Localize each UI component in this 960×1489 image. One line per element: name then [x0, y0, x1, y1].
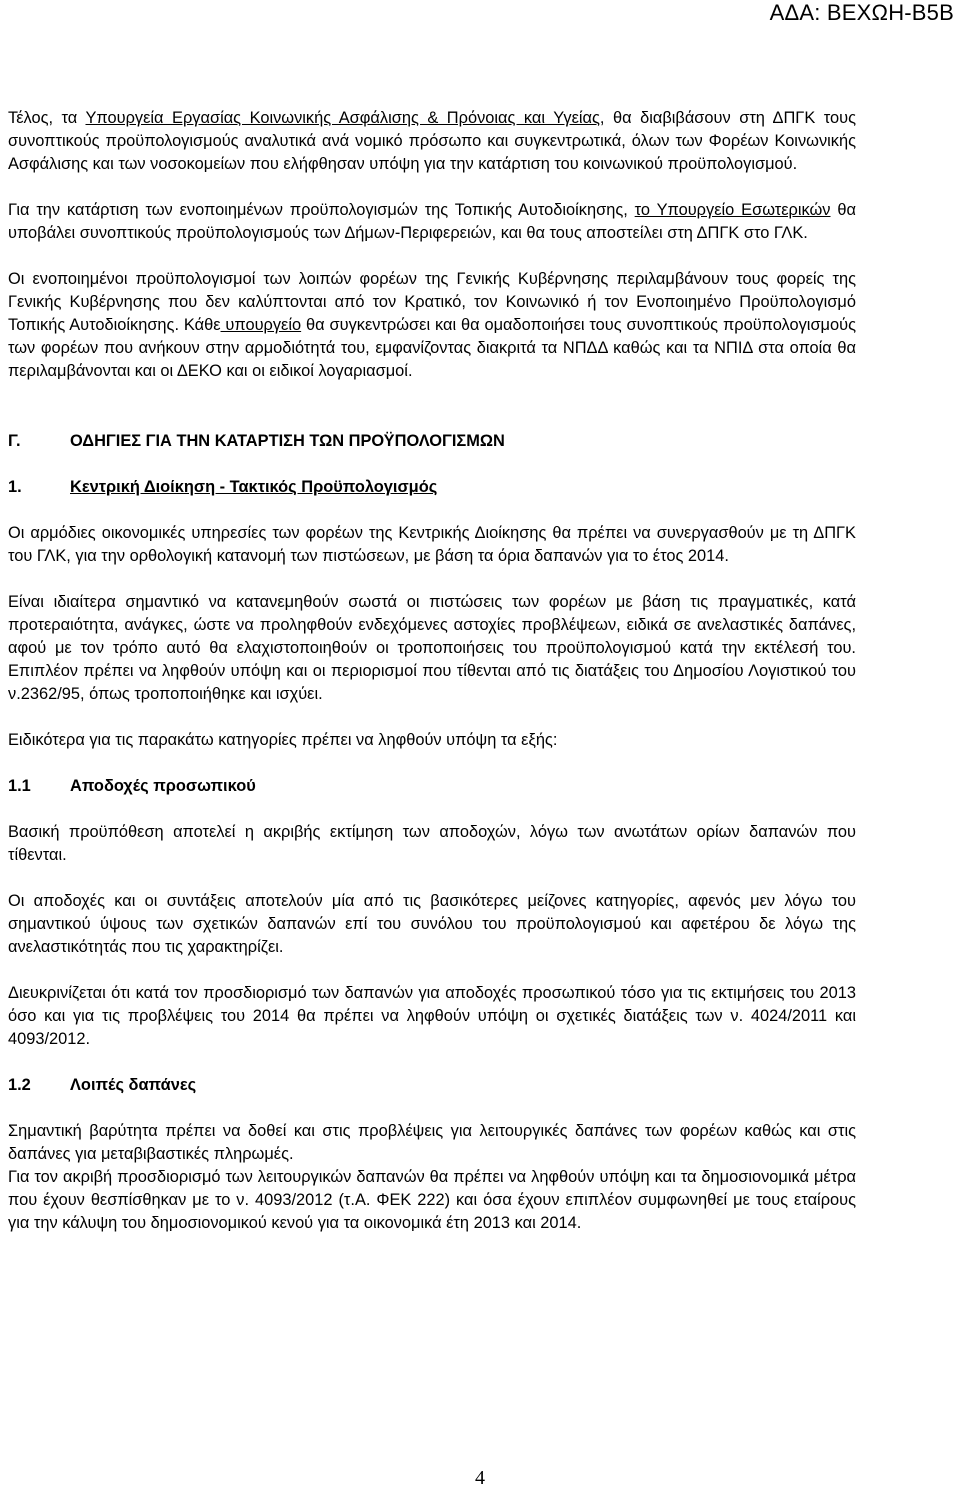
section-number: Γ.	[8, 432, 21, 450]
paragraph-text: Για την κατάρτιση των ενοποιημένων προϋπολογισμών της Τοπικής Αυτοδιοίκησης,	[8, 201, 635, 219]
paragraph-clarification: Διευκρινίζεται ότι κατά τον προσδιορισμό των δαπανών για αποδοχές προσωπικού τόσο για τις εκτιμήσεις του 2013 όσο και για τις προβλέψεις του 2014 θα πρέπει να ληφθούν υπόψη οι σχετικές διατάξεις των ν. 4024/2011 και 4093/2012.	[8, 984, 856, 1048]
paragraph-general-government	[8, 268, 856, 383]
section-heading-1	[8, 476, 856, 499]
page-number: 4	[475, 1467, 485, 1489]
paragraph-text: Οι ενοποιημένοι προϋπολογισμοί των λοιπών φορέων της Γενικής Κυβέρνησης περιλαμβάνουν τους φορείς της Γενικής Κυβέρνησης που δεν καλύπτονται από τον Κρατικό, τον Κοινωνικό ή τον Ενοποιημένο Προϋπολογισμό Τοπικής Αυτοδιοίκησης. Κάθε	[8, 270, 856, 334]
paragraph-salaries-pensions: Οι αποδοχές και οι συντάξεις αποτελούν μία από τις βασικότερες μείζονες κατηγορίες, αφενός μεν λόγω του σημαντικού ύψους των σχετικών δαπανών επί του συνόλου του προϋπολογισμού και αφετέρου δε λόγω της ανελαστικότητάς που τις χαρακτηρίζει.	[8, 892, 856, 956]
paragraph-text: θα συγκεντρώσει και θα ομαδοποιήσει τους συνοπτικούς προϋπολογισμούς των φορέων που ανήκουν στην αρμοδιότητά του, εμφανίζοντας διακριτά τα ΝΠΔΔ καθώς και τα ΝΠΙΔ στα οποία θα περιλαμβάνονται και οι ΔΕΚΟ και οι ειδικοί λογαριασμοί.	[8, 316, 856, 380]
section-heading-1-1	[8, 775, 856, 798]
paragraph-text: , θα διαβιβάσουν στη ΔΠΓΚ τους συνοπτικούς προϋπολογισμούς αναλυτικά ανά νομικό πρόσωπο και συγκεντρωτικά, όλων των Φορέων Κοινωνικής Ασφάλισης και των νοσοκομείων που ελήφθησαν υπόψη για την κατάρτιση του κοινωνικού προϋπολογισμού.	[8, 109, 856, 173]
section-number: 1.	[8, 478, 22, 496]
ada-code: ΑΔΑ: ΒΕΧΩΗ-Β5Β	[769, 0, 954, 25]
paragraph-salary-estimate: Βασική προϋπόθεση αποτελεί η ακριβής εκτίμηση των αποδοχών, λόγω των ανωτάτων ορίων δαπανών που τίθενται.	[8, 823, 856, 864]
paragraph-local-government	[8, 199, 856, 245]
paragraph-text: θα υποβάλει συνοπτικούς προϋπολογισμούς των Δήμων-Περιφερειών, και θα τους αποστείλει στη ΔΠΓΚ στο ΓΛΚ.	[8, 201, 856, 242]
section-title: Λοιπές δαπάνες	[70, 1076, 197, 1094]
section-number: 1.1	[8, 777, 31, 795]
paragraph-text: Τέλος, τα	[8, 109, 86, 127]
section-title: Κεντρική Διοίκηση - Τακτικός Προϋπολογισμός	[70, 478, 438, 496]
underlined-ministry: υπουργείο	[220, 316, 302, 334]
section-heading-1-2	[8, 1074, 856, 1097]
section-number: 1.2	[8, 1076, 31, 1094]
document-body	[8, 107, 856, 1235]
section-heading-g	[8, 430, 856, 453]
paragraph-central-admin: Οι αρμόδιες οικονομικές υπηρεσίες των φορέων της Κεντρικής Διοίκησης θα πρέπει να συνεργασθούν με τη ΔΠΓΚ του ΓΛΚ, για την ορθολογική κατανομή των πιστώσεων, με βάση τα όρια δαπανών για το έτος 2014.	[8, 524, 856, 565]
underlined-ministries: Υπουργεία Εργασίας Κοινωνικής Ασφάλισης & Πρόνοιας και Υγείας	[85, 109, 600, 127]
paragraph-allocation: Είναι ιδιαίτερα σημαντικό να κατανεμηθούν σωστά οι πιστώσεις των φορέων με βάση τις πραγματικές, κατά προτεραιότητα, ανάγκες, ώστε να προληφθούν ενδεχόμενες αστοχίες προβλέψεων, ειδικά σε ανελαστικές δαπάνες, αφού με τον τρόπο αυτό θα ελαχιστοποιηθούν οι τροποποιήσεις του προϋπολογισμού κατά την εκτέλεσή του. Επιπλέον πρέπει να ληφθούν υπόψη και οι περιορισμοί που τίθενται από τις διατάξεις του Δημοσίου Λογιστικού του ν.2362/95, όπως τροποποιήθηκε και ισχύει.	[8, 593, 856, 703]
section-title: ΟΔΗΓΙΕΣ ΓΙΑ ΤΗΝ ΚΑΤΑΡΤΙΣΗ ΤΩΝ ΠΡΟΫΠΟΛΟΓΙΣΜΩΝ	[70, 432, 505, 450]
paragraph-operating-expenses: Σημαντική βαρύτητα πρέπει να δοθεί και στις προβλέψεις για λειτουργικές δαπάνες των φορέων καθώς και στις δαπάνες για μεταβιβαστικές πληρωμές.	[8, 1122, 856, 1163]
paragraph-fiscal-measures: Για τον ακριβή προσδιορισμό των λειτουργικών δαπανών θα πρέπει να ληφθούν υπόψη και τα δημοσιονομικά μέτρα που έχουν θεσπίσθηκαν με το ν. 4093/2012 (τ.Α. ΦΕΚ 222) και όσα έχουν επιπλέον συμφωνηθεί με τους εταίρους για την κάλυψη του δημοσιονομικού κενού για τα οικονομικά έτη 2013 και 2014.	[8, 1168, 856, 1232]
paragraph-ministries-labour-health	[8, 107, 856, 176]
paragraph-categories-intro: Ειδικότερα για τις παρακάτω κατηγορίες πρέπει να ληφθούν υπόψη τα εξής:	[8, 731, 558, 749]
section-title: Αποδοχές προσωπικού	[70, 777, 256, 795]
underlined-ministry-interior: το Υπουργείο Εσωτερικών	[634, 201, 831, 219]
